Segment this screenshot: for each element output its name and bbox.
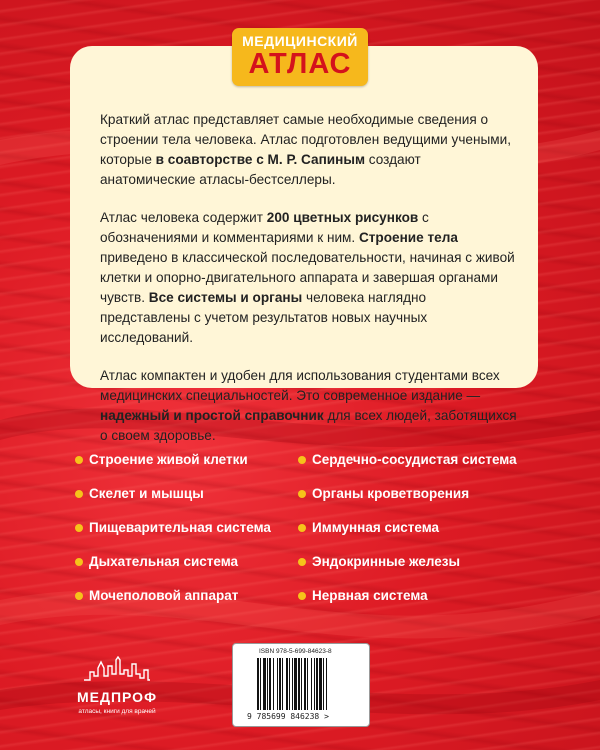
- atlas-logo: [232, 28, 368, 86]
- barcode-bar: [301, 658, 302, 710]
- barcode-block: [232, 643, 370, 727]
- barcode-bar: [298, 658, 300, 710]
- publisher-tagline: атласы, книги для врачей: [78, 708, 156, 715]
- bullet-dot-icon: [75, 524, 83, 532]
- description-paragraph-2: Атлас человека содержит 200 цветных рисунков с обозначениями и комментариями к ним. Строение тела приведено в классической последовательности, начиная с живой клетки и опорно-двигательного аппарата и завершая органами чувств. Все системы и органы человека наглядно представлены с учетом результатов новых научных исследований.: [100, 210, 515, 345]
- publisher-name: МЕДПРОФ: [76, 689, 158, 705]
- barcode-bar: [257, 658, 259, 710]
- bullet-dot-icon: [298, 558, 306, 566]
- bullet-dot-icon: [298, 524, 306, 532]
- barcode-bar: [273, 658, 274, 710]
- bullet-dot-icon: [298, 592, 306, 600]
- barcode-bar: [260, 658, 261, 710]
- bullet-dot-icon: [75, 592, 83, 600]
- barcode-bar: [304, 658, 306, 710]
- barcode-bar: [279, 658, 281, 710]
- barcode-bar: [277, 658, 278, 710]
- bullet-dot-icon: [75, 558, 83, 566]
- logo-subtitle: МЕДИЦИНСКИЙ: [242, 33, 358, 49]
- barcode-bar: [314, 658, 315, 710]
- bullet-dot-icon: [298, 490, 306, 498]
- description-paragraph-1: Краткий атлас представляет самые необходимые сведения о строении тела человека. Атлас подготовлен ведущими учеными, которые в соавторстве с М. Р. Сапиным создают анатомические атласы-бестселлеры.: [100, 112, 511, 187]
- barcode-bar: [316, 658, 318, 710]
- barcode-bar: [323, 658, 324, 710]
- barcode-bar: [289, 658, 290, 710]
- bullet-dot-icon: [75, 456, 83, 464]
- barcode-bar: [267, 658, 268, 710]
- city-skyline-icon: [82, 656, 152, 682]
- barcode-bar: [294, 658, 297, 710]
- description-paragraph-3: Атлас компактен и удобен для использования студентами всех медицинских специальностей. Это современное издание — надежный и простой справочник для всех людей, заботящихся о своем здоровье.: [100, 368, 517, 443]
- book-back-cover: МЕДИЦИНСКИЙ АТЛАС Краткий атлас представляет самые необходимые сведения о строении тела человека. Атлас подготовлен ведущими учеными, которые в соавторстве с М. Р. Сапиным создают анатомические атласы-бестселлеры. Атлас человека содержит 200 цветных рисунков с обозначениями и комментариями к ним. Строение тела приведено в классической последовательности, начиная с живой клетки и опорно-двигательного аппарата и завершая органами чувств. Все системы и органы человека наглядно представлены с учетом результатов новых научных исследований. Атлас компактен и удобен для использования студентами всех медицинских специальностей. Это современное издание — надежный и простой справочник для всех людей, заботящихся о своем здоровье. Строение живой клетки Скелет и мышцы Пищеварительная система Дыхательная система Мочеполовой аппарат Сердечно-сосудистая система Органы кроветворения Иммунная система Эндокринные железы Нервная система МЕДПРОФ атласы, книги для врачей ISBN 978-5-699-84623-8 9 785699 846238 >: [0, 0, 600, 750]
- barcode-bar: [326, 658, 327, 710]
- barcode-bar: [286, 658, 288, 710]
- barcode-bar: [307, 658, 308, 710]
- barcode-bar: [282, 658, 283, 710]
- barcode-bar: [292, 658, 293, 710]
- isbn-text: ISBN 978-5-699-84623-8: [259, 648, 332, 655]
- barcode-icon: [257, 658, 347, 710]
- barcode-bar: [263, 658, 266, 710]
- description-text: [100, 110, 518, 464]
- barcode-bar: [269, 658, 271, 710]
- bullet-dot-icon: [298, 456, 306, 464]
- publisher-logo: [74, 656, 160, 715]
- ean-number: 9 785699 846238 >: [247, 712, 329, 721]
- logo-title: АТЛАС: [248, 48, 352, 80]
- barcode-bar: [319, 658, 322, 710]
- barcode-bar: [311, 658, 312, 710]
- bullet-dot-icon: [75, 490, 83, 498]
